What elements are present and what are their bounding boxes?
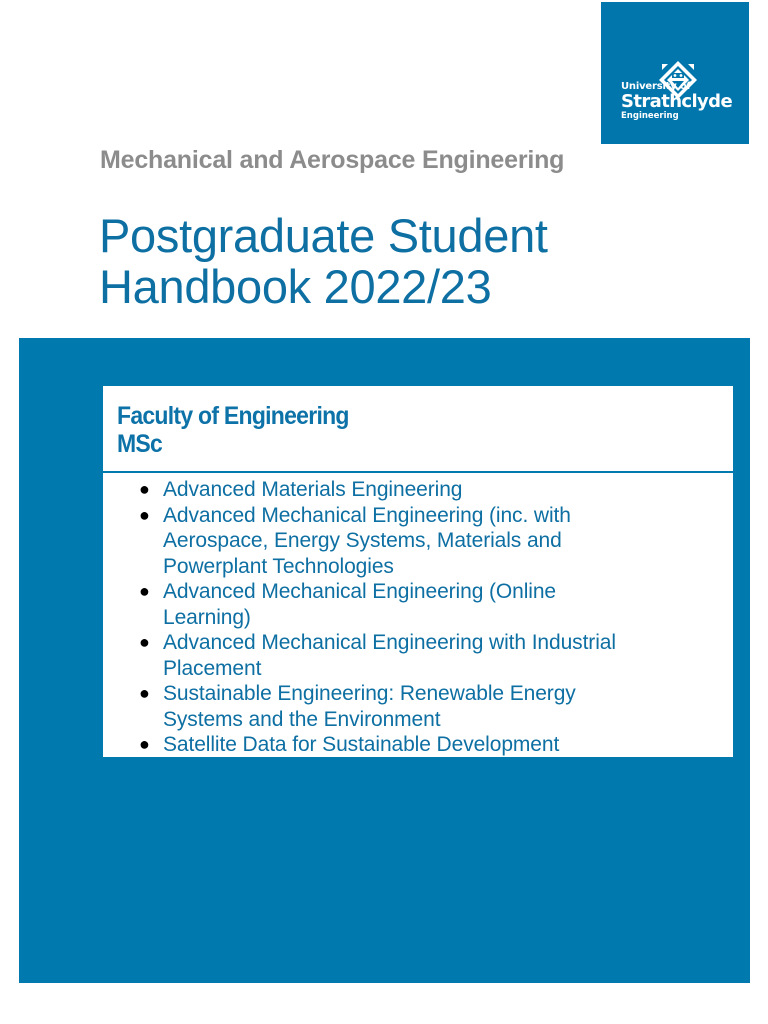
department-subtitle: Mechanical and Aerospace Engineering	[100, 146, 565, 174]
bullet-icon: ●	[139, 734, 150, 754]
faculty-heading: Faculty of Engineering	[117, 402, 349, 430]
page-title	[99, 210, 548, 312]
list-item: ● Satellite Data for Sustainable Development	[139, 733, 560, 756]
bullet-icon: ●	[139, 632, 150, 652]
bullet-icon: ●	[139, 504, 150, 525]
list-item: ● Advanced Mechanical Engineering (inc. with Aerospace, Energy Systems, Materials and Powerplant Technologies	[139, 503, 571, 578]
list-item: ● Advanced Materials Engineering	[139, 478, 463, 501]
programme-card	[103, 386, 733, 757]
strathclyde-logo	[601, 2, 749, 144]
degree-heading: MSc	[117, 430, 163, 458]
list-item: ● Advanced Mechanical Engineering with Industrial Placement	[139, 631, 616, 680]
logo-wordmark	[621, 82, 732, 121]
list-item: ● Advanced Mechanical Engineering (Online Learning)	[139, 580, 557, 629]
title-line-1: Postgraduate Student	[99, 209, 548, 262]
list-item: ● Sustainable Engineering: Renewable Energy Systems and the Environment	[139, 682, 576, 731]
programme-list	[117, 477, 727, 758]
title-line-2: Handbook 2022/23	[99, 260, 492, 313]
bullet-icon: ●	[139, 683, 150, 703]
logo-university-of: University of	[621, 81, 691, 92]
logo-faculty: Engineering	[621, 111, 679, 121]
bullet-icon: ●	[139, 581, 150, 601]
card-divider	[103, 471, 733, 473]
logo-university-name: Strathclyde	[621, 91, 733, 112]
bullet-icon: ●	[139, 479, 150, 499]
card-heading	[117, 402, 349, 458]
